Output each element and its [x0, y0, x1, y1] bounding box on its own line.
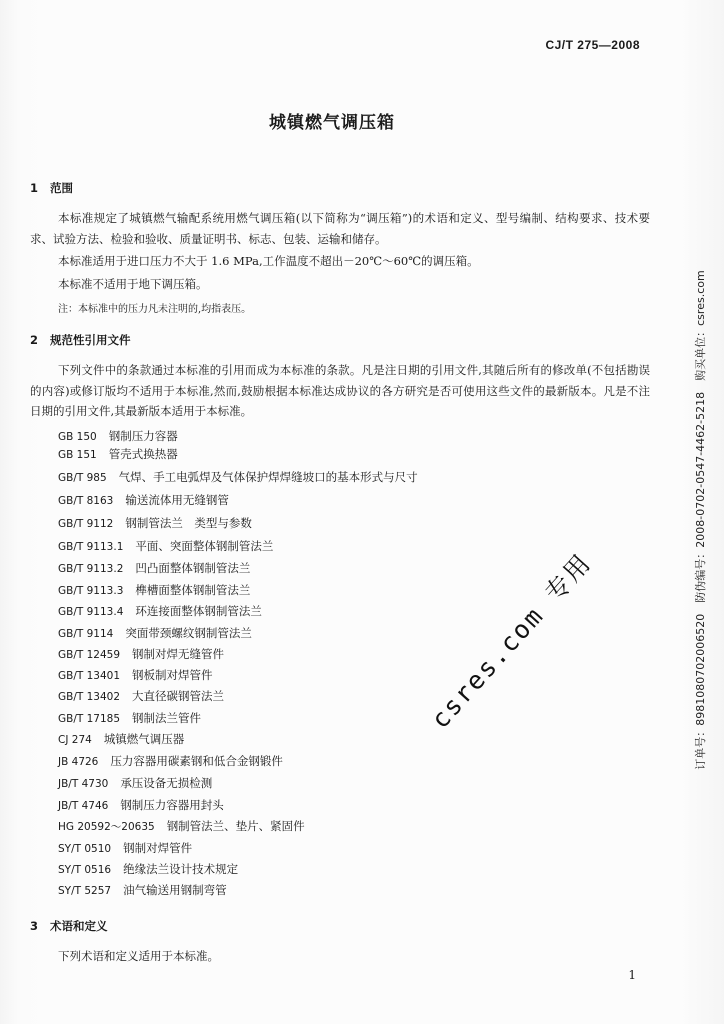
section-number: 3	[30, 919, 39, 933]
reference-code: GB/T 8163	[58, 495, 114, 507]
reference-code: SY/T 0516	[58, 864, 112, 876]
reference-code: GB/T 9113.3	[58, 585, 124, 597]
reference-code: GB/T 12459	[58, 649, 121, 661]
reference-code: GB/T 13402	[58, 691, 121, 703]
reference-item	[58, 731, 184, 747]
reference-code: GB/T 9114	[58, 628, 114, 640]
document-title: 城镇燃气调压箱	[269, 113, 395, 133]
reference-item	[58, 753, 283, 769]
reference-title: 城镇燃气调压器	[103, 732, 185, 746]
reference-title: 大直径碳钢管法兰	[132, 689, 225, 703]
reference-item	[58, 538, 273, 554]
reference-item	[58, 469, 418, 485]
reference-title: 承压设备无损检测	[120, 776, 213, 790]
reference-title: 油气输送用钢制弯管	[123, 883, 227, 897]
reference-code: GB/T 9113.4	[58, 606, 124, 618]
section-title: 范围	[50, 181, 73, 195]
reference-title: 气焊、手工电弧焊及气体保护焊焊缝坡口的基本形式与尺寸	[118, 470, 418, 484]
reference-item	[58, 446, 178, 462]
reference-code: CJ 274	[58, 734, 92, 746]
paragraph: 本标准不适用于地下调压箱。	[58, 277, 208, 291]
reference-item	[58, 428, 178, 444]
section-1-heading	[30, 180, 73, 196]
reference-item	[58, 840, 192, 856]
reference-code: GB/T 9112	[58, 518, 114, 530]
section-3-heading	[30, 918, 108, 934]
standard-code: CJ/T 275—2008	[545, 38, 640, 52]
watermark: csres.com 专用	[425, 547, 598, 735]
paragraph: 本标准适用于进口压力不大于 1.6 MPa,工作温度不超出－20℃～60℃的调压箱。	[58, 254, 479, 268]
reference-title: 平面、突面整体钢制管法兰	[135, 539, 274, 553]
reference-title: 钢制法兰管件	[132, 711, 202, 725]
reference-item	[58, 818, 305, 834]
reference-code: GB/T 985	[58, 472, 107, 484]
reference-title: 钢板制对焊管件	[132, 668, 213, 682]
note: 注：本标准中的压力凡未注明的,均指表压。	[58, 304, 252, 315]
order-info-vertical: 订单号：89810807020065​20 防伪编号：2008-0702-0547-4462-5218 购买单位：csres.com	[694, 270, 707, 770]
reference-item	[58, 582, 250, 598]
reference-title: 凹凸面整体钢制管法兰	[135, 561, 251, 575]
paragraph: 下列文件中的条款通过本标准的引用而成为本标准的条款。凡是注日期的引用文件,其随后所有的修改单(不包括勘误的内容)或修订版均不适用于本标准,然而,鼓励根据本标准达成协议的各方研究是否可使用这些文件的最新版本。凡是不注日期的引用文件,其最新版本适用于本标准。	[30, 363, 650, 418]
reference-code: SY/T 5257	[58, 885, 112, 897]
reference-title: 钢制压力容器	[108, 429, 178, 443]
reference-item	[58, 625, 252, 641]
reference-code: HG 20592～20635	[58, 821, 155, 833]
section-number: 2	[30, 333, 39, 347]
reference-item	[58, 882, 227, 898]
reference-code: GB/T 17185	[58, 713, 121, 725]
reference-code: GB/T 9113.2	[58, 563, 124, 575]
reference-item	[58, 667, 213, 683]
reference-code: JB 4726	[58, 756, 99, 768]
reference-title: 钢制管法兰 类型与参数	[125, 516, 252, 530]
reference-item	[58, 775, 212, 791]
reference-code: JB/T 4730	[58, 778, 109, 790]
reference-title: 钢制压力容器用封头	[120, 798, 224, 812]
section-number: 1	[30, 181, 39, 195]
reference-title: 管壳式换热器	[108, 447, 178, 461]
reference-title: 钢制对焊管件	[123, 841, 193, 855]
section-2-heading	[30, 332, 131, 348]
reference-item	[58, 861, 238, 877]
paragraph: 下列术语和定义适用于本标准。	[58, 949, 219, 963]
reference-code: GB/T 13401	[58, 670, 121, 682]
reference-item	[58, 492, 229, 508]
page-number: 1	[628, 968, 636, 982]
reference-item	[58, 797, 224, 813]
reference-title: 突面带颈螺纹钢制管法兰	[125, 626, 252, 640]
reference-item	[58, 710, 201, 726]
reference-item	[58, 603, 262, 619]
reference-title: 环连接面整体钢制管法兰	[135, 604, 262, 618]
reference-item	[58, 688, 224, 704]
reference-item	[58, 515, 252, 531]
section-title: 术语和定义	[50, 919, 108, 933]
reference-title: 钢制对焊无缝管件	[132, 647, 225, 661]
section-title: 规范性引用文件	[50, 333, 131, 347]
reference-title: 输送流体用无缝钢管	[125, 493, 229, 507]
reference-title: 压力容器用碳素钢和低合金钢锻件	[110, 754, 283, 768]
paragraph: 本标准规定了城镇燃气输配系统用燃气调压箱(以下简称为“调压箱”)的术语和定义、型号编制、结构要求、技术要求、试验方法、检验和验收、质量证明书、标志、包装、运输和储存。	[30, 211, 650, 246]
reference-title: 榫槽面整体钢制管法兰	[135, 583, 251, 597]
reference-item	[58, 646, 224, 662]
reference-code: JB/T 4746	[58, 800, 109, 812]
reference-title: 绝缘法兰设计技术规定	[123, 862, 239, 876]
reference-code: SY/T 0510	[58, 843, 112, 855]
reference-title: 钢制管法兰、垫片、紧固件	[166, 819, 305, 833]
reference-item	[58, 560, 250, 576]
reference-code: GB/T 9113.1	[58, 541, 124, 553]
reference-code: GB 151	[58, 449, 97, 461]
reference-code: GB 150	[58, 431, 97, 443]
